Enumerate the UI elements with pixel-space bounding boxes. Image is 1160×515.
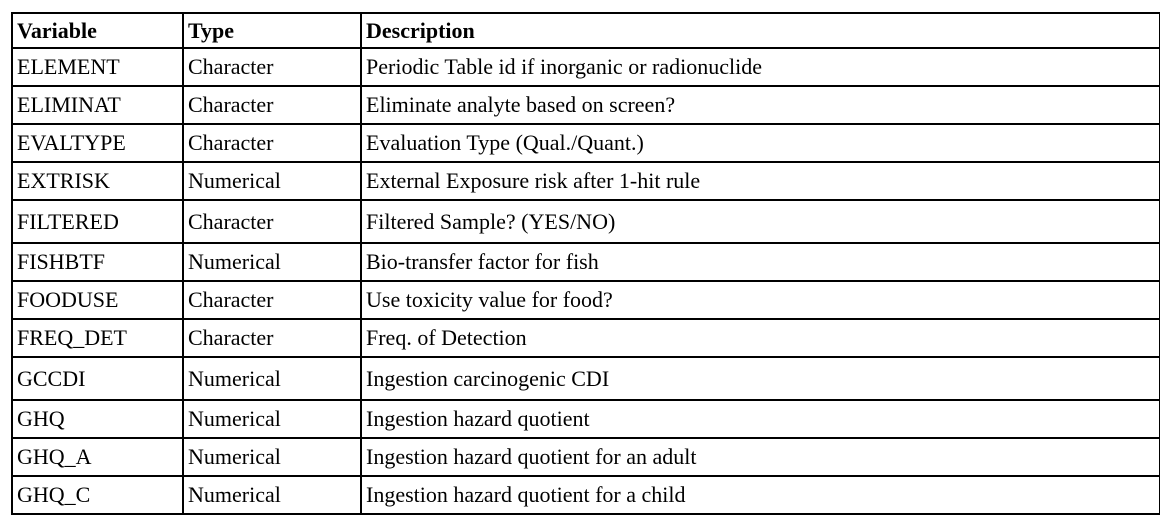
- description-cell: Freq. of Detection: [361, 319, 1160, 357]
- description-cell: Filtered Sample? (YES/NO): [361, 200, 1160, 243]
- variable-cell: FREQ_DET: [12, 319, 183, 357]
- description-cell: Bio-transfer factor for fish: [361, 243, 1160, 281]
- type-cell: Numerical: [183, 243, 361, 281]
- header-type: Type: [183, 13, 361, 48]
- variable-table: [11, 12, 1160, 515]
- description-cell: Evaluation Type (Qual./Quant.): [361, 124, 1160, 162]
- description-cell: Ingestion hazard quotient for a child: [361, 476, 1160, 514]
- variable-cell: GHQ: [12, 400, 183, 438]
- table-row: [12, 400, 1160, 438]
- type-cell: Numerical: [183, 162, 361, 200]
- variable-cell: EVALTYPE: [12, 124, 183, 162]
- description-cell: Use toxicity value for food?: [361, 281, 1160, 319]
- description-cell: Eliminate analyte based on screen?: [361, 86, 1160, 124]
- table-row: [12, 243, 1160, 281]
- variable-cell: FISHBTF: [12, 243, 183, 281]
- type-cell: Numerical: [183, 438, 361, 476]
- table-row: [12, 200, 1160, 243]
- type-cell: Numerical: [183, 400, 361, 438]
- variable-cell: FOODUSE: [12, 281, 183, 319]
- table-row: [12, 281, 1160, 319]
- description-cell: Ingestion hazard quotient for an adult: [361, 438, 1160, 476]
- type-cell: Numerical: [183, 357, 361, 400]
- variable-cell: ELIMINAT: [12, 86, 183, 124]
- table-row: [12, 357, 1160, 400]
- header-variable: Variable: [12, 13, 183, 48]
- type-cell: Character: [183, 48, 361, 86]
- variable-cell: GCCDI: [12, 357, 183, 400]
- type-cell: Character: [183, 281, 361, 319]
- variable-cell: FILTERED: [12, 200, 183, 243]
- table-row: [12, 162, 1160, 200]
- table-row: [12, 48, 1160, 86]
- table-row: [12, 86, 1160, 124]
- variable-cell: ELEMENT: [12, 48, 183, 86]
- type-cell: Character: [183, 200, 361, 243]
- description-cell: Ingestion hazard quotient: [361, 400, 1160, 438]
- table-row: [12, 476, 1160, 514]
- table-row: [12, 319, 1160, 357]
- variable-cell: GHQ_C: [12, 476, 183, 514]
- description-cell: External Exposure risk after 1-hit rule: [361, 162, 1160, 200]
- header-description: Description: [361, 13, 1160, 48]
- description-cell: Ingestion carcinogenic CDI: [361, 357, 1160, 400]
- type-cell: Numerical: [183, 476, 361, 514]
- variable-cell: GHQ_A: [12, 438, 183, 476]
- table-header-row: [12, 13, 1160, 48]
- type-cell: Character: [183, 319, 361, 357]
- type-cell: Character: [183, 124, 361, 162]
- table-row: [12, 438, 1160, 476]
- description-cell: Periodic Table id if inorganic or radionuclide: [361, 48, 1160, 86]
- variable-cell: EXTRISK: [12, 162, 183, 200]
- type-cell: Character: [183, 86, 361, 124]
- table-row: [12, 124, 1160, 162]
